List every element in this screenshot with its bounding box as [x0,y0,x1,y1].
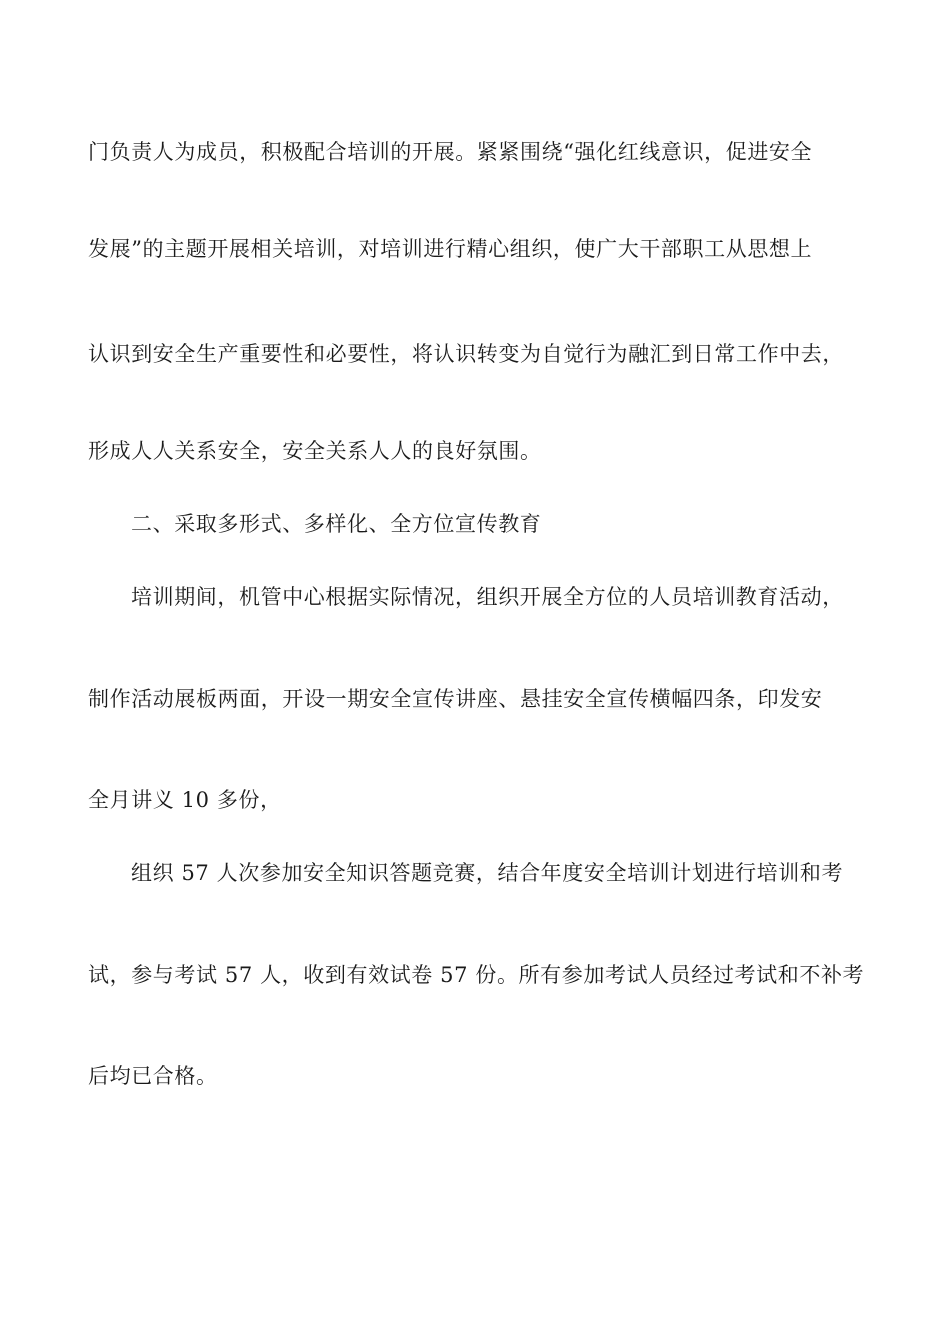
paragraph-line: 发展”的主题开展相关培训，对培训进行精心组织，使广大干部职工从思想上 [88,237,813,261]
paragraph-line: 认识到安全生产重要性和必要性，将认识转变为自觉行为融汇到日常工作中去， [88,342,844,366]
paragraph-line: 形成人人关系安全，安全关系人人的良好氛围。 [88,439,542,463]
paragraph-line: 门负责人为成员，积极配合培训的开展。紧紧围绕“强化红线意识，促进安全 [88,140,813,164]
paragraph-line: 后均已合格。 [88,1064,218,1088]
paragraph-line: 全月讲义 10 多份， [88,788,282,812]
section-heading: 二、采取多形式、多样化、全方位宣传教育 [131,512,542,536]
paragraph-line: 试，参与考试 57 人，收到有效试卷 57 份。所有参加考试人员经过考试和不补考 [88,963,865,987]
paragraph-line: 培训期间，机管中心根据实际情况，组织开展全方位的人员培训教育活动， [131,585,844,609]
paragraph-line: 制作活动展板两面，开设一期安全宣传讲座、悬挂安全宣传横幅四条，印发安 [88,687,823,711]
paragraph-line: 组织 57 人次参加安全知识答题竞赛，结合年度安全培训计划进行培训和考 [131,861,844,885]
